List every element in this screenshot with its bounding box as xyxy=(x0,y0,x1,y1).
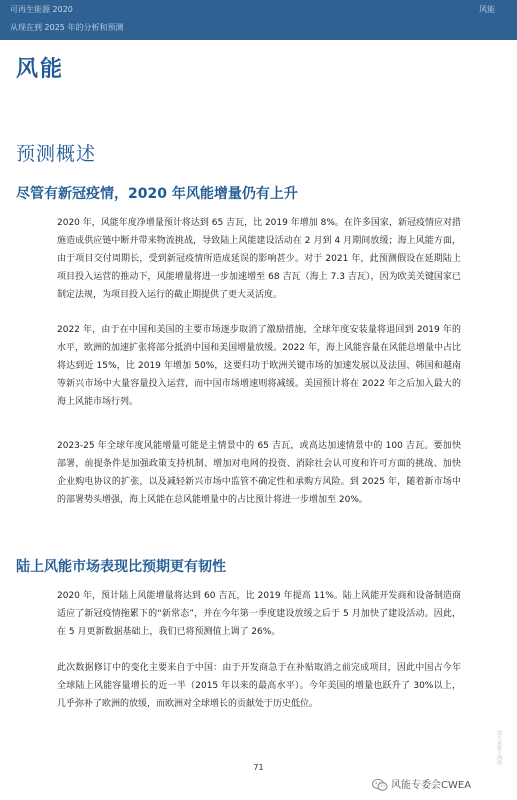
paragraph: 此次数据修订中的变化主要来自于中国：由于开发商急于在补贴取消之前完成项目，因此中国占今年全球陆上风能容量增长的近一半（2015 年以来的最高水平）。今年美国的增量也跃升了 30%以上，几乎弥补了欧洲的放缓，而欧洲对全球增长的贡献处于历史低位。 xyxy=(57,663,461,709)
chapter-label: 风能 xyxy=(479,5,495,14)
subheading-onshore-resilience: 陆上风能市场表现比预期更有韧性 xyxy=(16,559,226,575)
top-header-band xyxy=(0,0,517,40)
paragraph: 2023-25 年全球年度风能增量可能是主情景中的 65 吉瓦，或高达加速情景中的 100 吉瓦。要加快部署，前提条件是加强政策支持机制、增加对电网的投资、消除社会认可度和许可方面的挑战、加快企业购电协议的扩张，以及减轻新兴市场中监管不确定性和承购方风险。到 2025 年，随着新市场中的部署势头增强，海上风能在总风能增量中的占比预计将进一步增加至 20%。 xyxy=(57,441,461,505)
paragraph: 2020 年，风能年度净增量预计将达到 65 吉瓦，比 2019 年增加 8%。在许多国家，新冠疫情应对措施造成供应链中断并带来物流挑战，导致陆上风能建设活动在 2 月到 4 月期间放缓；海上风能方面，由于项目交付周期长，受到新冠疫情所造成延误的影响甚少。对于 2021 年，此预测假设在延期陆上项目投入运营的推动下，风能增量将进一步加速增至 68 吉瓦（海上 7.3 吉瓦），因为欧美关键国家已制定法规，为项目投入运行的截止期提供了更大灵活度。 xyxy=(57,218,461,300)
page-number: 71 xyxy=(253,763,264,772)
paragraph: 2022 年，由于在中国和美国的主要市场逐步取消了激励措施，全球年度安装量将退回到 2019 年的水平，欧洲的加速扩张将部分抵消中国和美国增量放缓。2022 年，海上风能容量在风能总增量中占比将达到近 15%，比 2019 年增加 50%，这要归功于欧洲关键市场的加速发展以及法国、韩国和越南等新兴市场中大量容量投入运营，而中国市场增速则将减缓。美国预计将在 2022 年之后加入最大的海上风能市场行列。 xyxy=(57,325,461,407)
report-title: 可再生能源 2020 xyxy=(10,5,73,14)
subheading-wind-growth: 尽管有新冠疫情，2020 年风能增量仍有上升 xyxy=(16,186,298,202)
watermark-text: 风能专委会CWEA xyxy=(391,780,472,791)
wechat-watermark xyxy=(372,776,471,791)
wechat-icon xyxy=(372,777,388,791)
paragraph: 2020 年，预计陆上风能增量将达到 60 吉瓦，比 2019 年提高 11%。陆上风能开发商和设备制造商适应了新冠疫情拖累下的“新常态”，并在今年第一季度建设放缓之后于 5 月加快了建设活动。因此，在 5 月更新数据基础上，我们已将预测值上调了 26%。 xyxy=(57,591,461,637)
image-source-note: 图片来源于网络 xyxy=(496,730,502,765)
chapter-title: 风能 xyxy=(16,57,65,82)
report-subtitle: 从现在到 2025 年的分析和预测 xyxy=(10,23,124,32)
section-title: 预测概述 xyxy=(16,143,97,165)
